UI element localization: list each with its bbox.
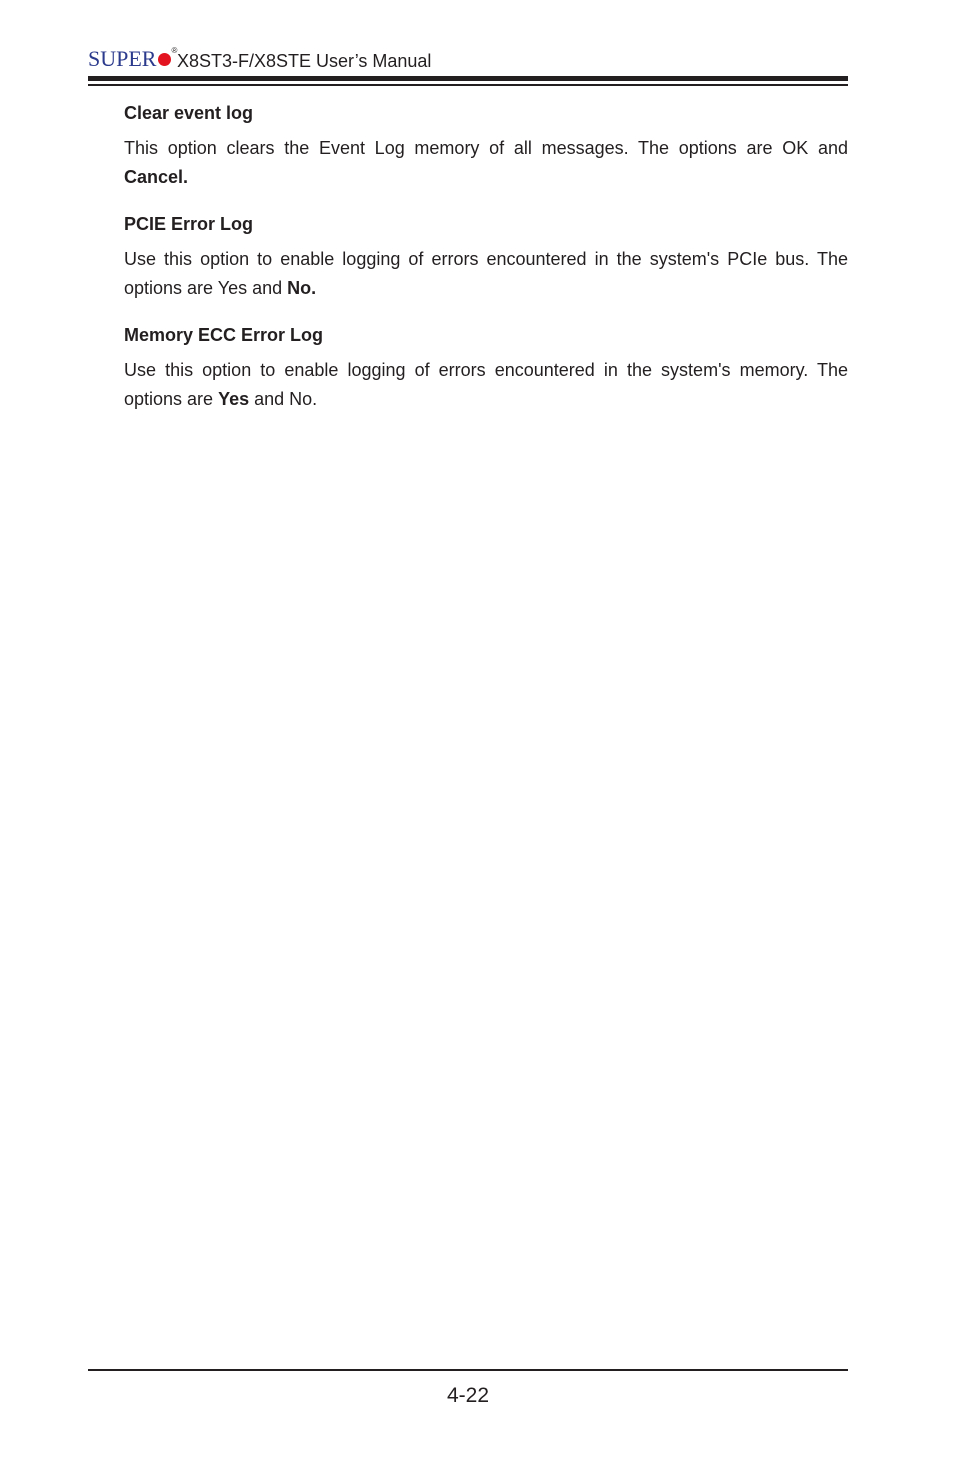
page-number: 4-22 xyxy=(446,1384,490,1407)
section-pcie-error-log xyxy=(124,211,848,303)
footer-rule xyxy=(88,1369,848,1371)
logo-wordmark: SUPER xyxy=(88,46,157,71)
logo-red-dot-icon xyxy=(158,53,171,66)
body-text-suffix: and No. xyxy=(249,389,318,409)
section-body xyxy=(124,356,848,414)
body-text: Use this option to enable logging of errors encountered in the system's memory. The options are xyxy=(124,360,848,409)
header-rule-thick xyxy=(88,76,848,81)
section-heading: Memory ECC Error Log xyxy=(124,325,324,345)
default-option: Cancel. xyxy=(124,167,189,187)
section-body xyxy=(124,245,848,303)
page-content xyxy=(124,100,848,433)
default-option: No. xyxy=(287,278,317,298)
section-heading: PCIE Error Log xyxy=(124,214,254,234)
section-heading: Clear event log xyxy=(124,103,254,123)
section-clear-event-log xyxy=(124,100,848,192)
section-body xyxy=(124,134,848,192)
supermicro-logo xyxy=(88,47,177,71)
section-memory-ecc-error-log xyxy=(124,322,848,414)
manual-title: X8ST3-F/X8STE User’s Manual xyxy=(177,51,432,71)
default-option: Yes xyxy=(218,389,250,409)
body-text: Use this option to enable logging of errors encountered in the system's PCIe bus. The options are Yes and xyxy=(124,249,848,298)
header-rule-thin xyxy=(88,84,848,86)
page-header xyxy=(88,44,848,90)
registered-mark-icon: ® xyxy=(171,46,178,55)
body-text: This option clears the Event Log memory of all messages. The options are OK and xyxy=(124,138,848,158)
